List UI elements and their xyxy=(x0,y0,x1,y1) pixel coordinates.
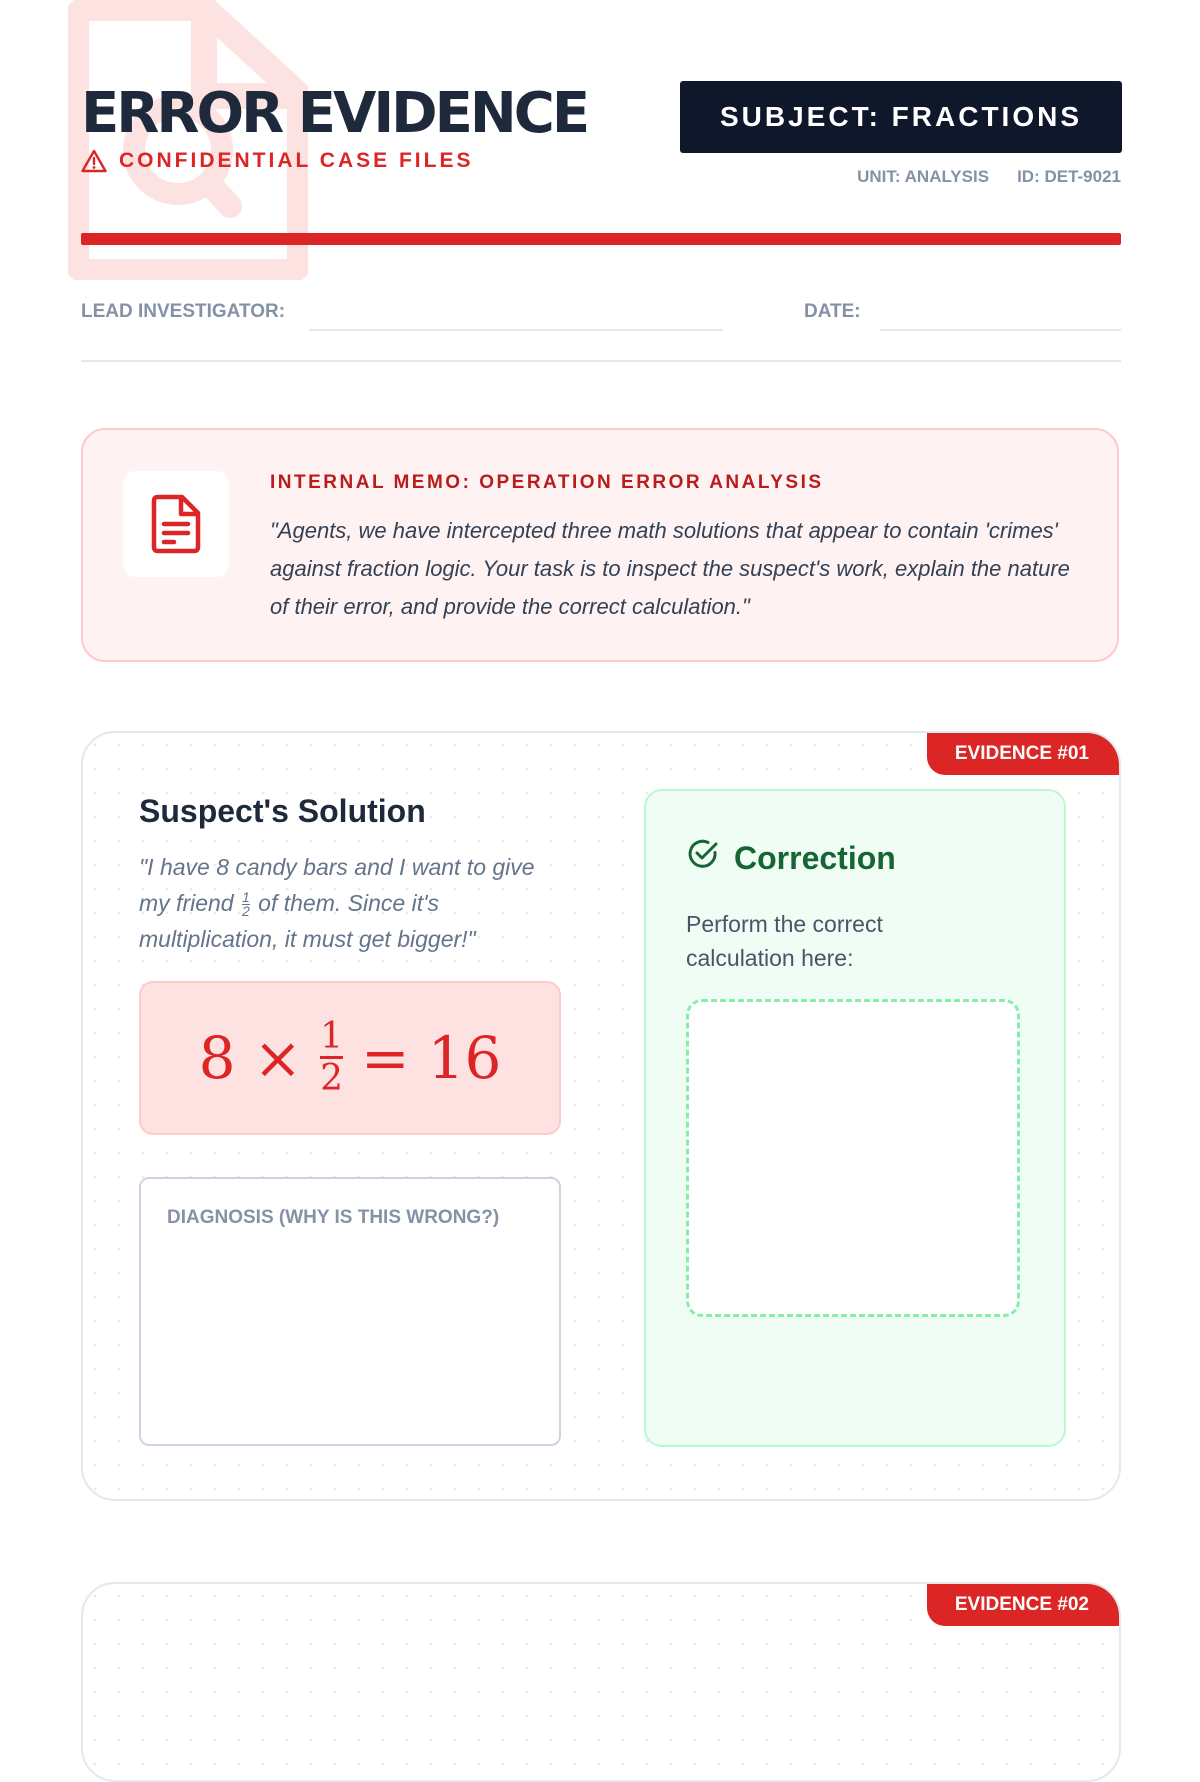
memo-title: INTERNAL MEMO: OPERATION ERROR ANALYSIS xyxy=(270,472,824,493)
equation-operator: × xyxy=(253,1024,303,1092)
subtitle xyxy=(81,149,473,173)
evidence-card-02 xyxy=(81,1582,1121,1782)
equation-equals: = xyxy=(361,1024,410,1092)
warning-triangle-icon xyxy=(81,149,107,173)
info-fields xyxy=(81,290,1121,362)
equation-left: 8 xyxy=(198,1024,236,1092)
suspect-quote xyxy=(139,849,569,957)
date-label: DATE: xyxy=(804,301,861,322)
evidence-card-01 xyxy=(81,731,1121,1501)
memo-card xyxy=(81,428,1119,662)
header-divider xyxy=(81,233,1121,245)
equation-box xyxy=(139,981,561,1135)
correction-input[interactable] xyxy=(686,999,1020,1317)
equation-fraction-denominator: 2 xyxy=(320,1058,343,1099)
meta-info xyxy=(857,167,1121,187)
evidence-tag: EVIDENCE #02 xyxy=(927,1584,1119,1626)
investigator-field[interactable] xyxy=(309,329,723,331)
correction-panel xyxy=(644,789,1066,1447)
page-header xyxy=(81,0,1121,250)
investigator-label: LEAD INVESTIGATOR: xyxy=(81,301,286,322)
quote-fraction xyxy=(242,891,250,918)
quote-after: of them. Since it's multiplication, it must get bigger!" xyxy=(139,890,476,952)
correction-title: Correction xyxy=(734,839,896,876)
subject-badge: SUBJECT: FRACTIONS xyxy=(680,81,1122,153)
page-title: ERROR EVIDENCE xyxy=(81,81,588,146)
document-icon xyxy=(123,471,229,577)
diagnosis-input[interactable] xyxy=(139,1177,561,1446)
check-circle-icon xyxy=(686,837,720,879)
id-label: ID: DET-9021 xyxy=(1017,167,1121,186)
correction-instructions: Perform the correct calculation here: xyxy=(686,911,883,971)
date-field[interactable] xyxy=(880,329,1121,331)
evidence-tag: EVIDENCE #01 xyxy=(927,733,1119,775)
quote-fraction-numerator: 1 xyxy=(241,889,250,906)
quote-fraction-denominator: 2 xyxy=(241,903,250,920)
unit-label: UNIT: ANALYSIS xyxy=(857,167,990,186)
equation-fraction xyxy=(320,1018,343,1098)
diagnosis-label: DIAGNOSIS (WHY IS THIS WRONG?) xyxy=(167,1207,500,1228)
suspect-solution-title: Suspect's Solution xyxy=(139,793,426,829)
memo-text: "Agents, we have intercepted three math solutions that appear to contain 'crimes' against fraction logic. Your task is to inspect the suspect's work, explain the nature of their error, and provide the correct calculation." xyxy=(270,518,1070,619)
equation-fraction-numerator: 1 xyxy=(320,1016,343,1057)
correction-title-row xyxy=(686,837,896,879)
subtitle-text: CONFIDENTIAL CASE FILES xyxy=(119,149,474,172)
quote-before: "I have 8 candy bars and I want to give my friend xyxy=(139,854,535,916)
equation-result: 16 xyxy=(427,1024,502,1092)
